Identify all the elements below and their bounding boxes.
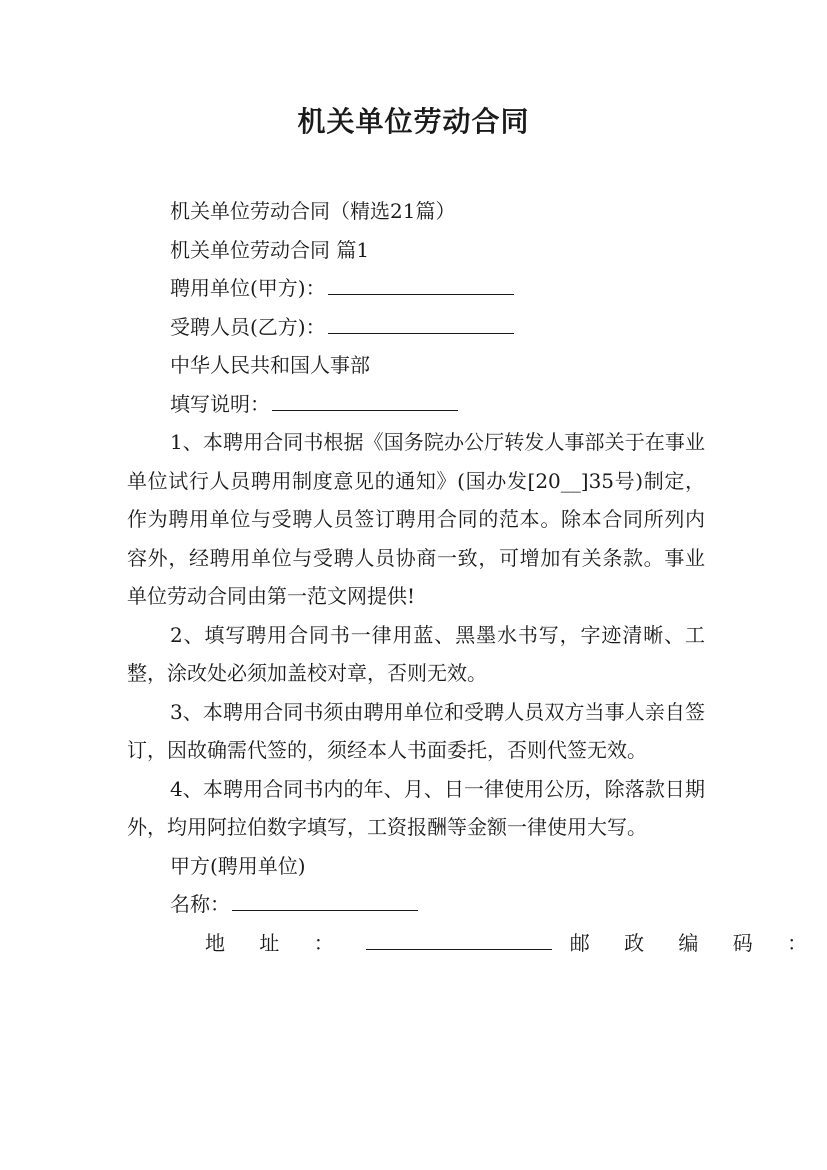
party-a-label: 聘用单位(甲方)： [170,276,326,300]
postcode-label: 邮 政 编 码 ： [569,930,822,955]
instructions-label: 填写说明： [170,391,270,416]
issuer-line: 中华人民共和国人事部 [170,353,370,377]
instructions-blank [272,390,458,411]
name-blank [232,890,418,911]
address-label: 地 址 ： [205,930,348,955]
paragraph-3: 3、本聘用合同书须由聘用单位和受聘人员双方当事人亲自签订，因故确需代签的，须经本人书面委托，否则代签无效。 [127,699,705,762]
paragraph-4: 4、本聘用合同书内的年、月、日一律使用公历，除落款日期外，均用阿拉伯数字填写，工资报酬等金额一律使用大写。 [127,776,705,839]
paragraph-2: 2、填写聘用合同书一律用蓝、黑墨水书写，字迹清晰、工整，涂改处必须加盖校对章，否则无效。 [127,622,705,685]
party-b-label: 受聘人员(乙方)： [170,314,326,339]
party-a-line [127,269,705,308]
instructions-line [127,385,705,424]
subtitle-line: 机关单位劳动合同（精选21篇） [170,199,456,223]
paragraph-1: 1、本聘用合同书根据《国务院办公厅转发人事部关于在事业单位试行人员聘用制度意见的通知》(国办发[20__]35号)制定，作为聘用单位与受聘人员签订聘用合同的范本。除本合同所列内容外，经聘用单位与受聘人员协商一致，可增加有关条款。事业单位劳动合同由第一范文网提供! [127,430,705,608]
document-body [127,192,822,962]
chapter-line: 机关单位劳动合同 篇1 [170,237,370,262]
party-a-heading: 甲方(聘用单位) [170,853,306,878]
document-title: 机关单位劳动合同 [297,105,530,138]
address-blank [366,929,552,950]
party-b-line [127,308,705,347]
party-b-blank [328,313,514,334]
address-line [127,924,822,963]
party-a-blank [328,274,514,295]
name-label: 名称： [170,892,230,916]
name-line [127,885,705,924]
